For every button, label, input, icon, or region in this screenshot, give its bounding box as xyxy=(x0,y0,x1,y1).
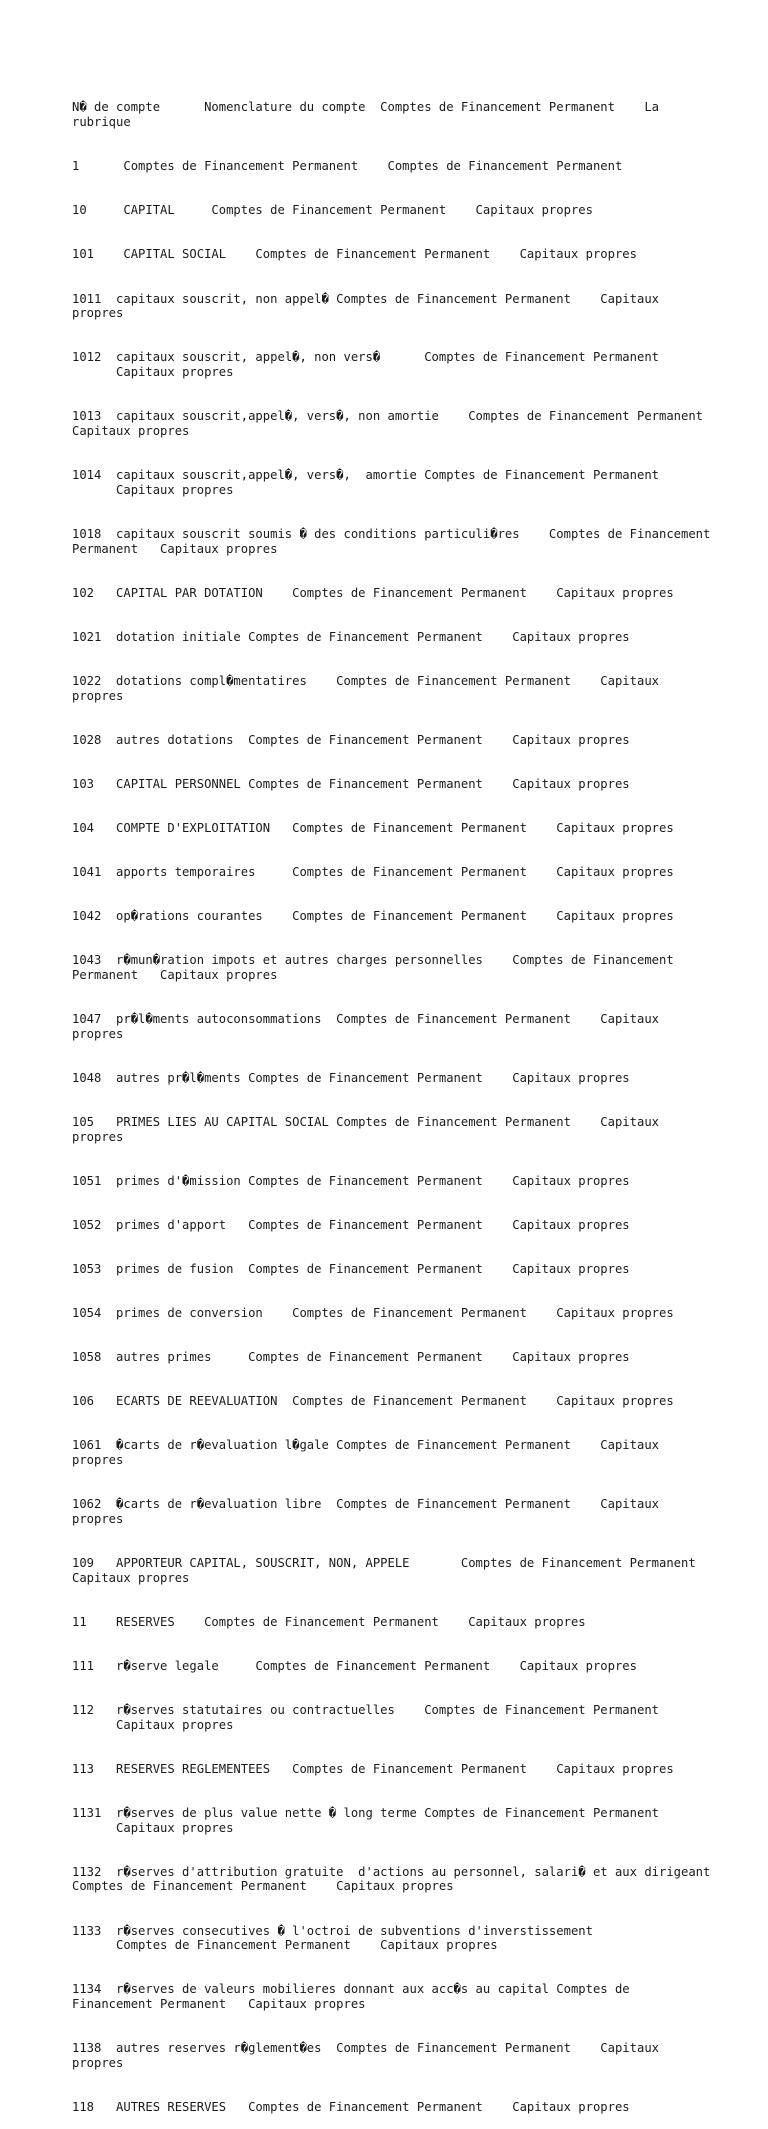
account-line: 118 AUTRES RESERVES Comptes de Financement Permanent Capitaux propres xyxy=(72,2100,630,2115)
account-line: 11 RESERVES Comptes de Financement Permanent Capitaux propres xyxy=(72,1614,586,1629)
account-line: 1041 apports temporaires Comptes de Financement Permanent Capitaux propres xyxy=(72,864,674,879)
account-line: 1138 autres reserves r�glement�es Comptes de Financement Permanent Capitaux propres xyxy=(72,2041,667,2070)
account-line: 111 r�serve legale Comptes de Financement Permanent Capitaux propres xyxy=(72,1658,637,1673)
account-line: 1013 capitaux souscrit,appel�, vers�, non amortie Comptes de Financement Permanent Capitaux propres xyxy=(72,409,726,438)
account-line: 1042 op�rations courantes Comptes de Financement Permanent Capitaux propres xyxy=(72,909,674,924)
account-line: 113 RESERVES REGLEMENTEES Comptes de Financement Permanent Capitaux propres xyxy=(72,1761,674,1776)
account-line: 1051 primes d'�mission Comptes de Financement Permanent Capitaux propres xyxy=(72,1173,630,1188)
account-line: 1047 pr�l�ments autoconsommations Comptes de Financement Permanent Capitaux propres xyxy=(72,1012,667,1041)
account-line: 103 CAPITAL PERSONNEL Comptes de Financement Permanent Capitaux propres xyxy=(72,776,630,791)
account-line: 109 APPORTEUR CAPITAL, SOUSCRIT, NON, APPELE Comptes de Financement Permanent Capitaux propres xyxy=(72,1556,718,1585)
account-line: 1133 r�serves consecutives � l'octroi de subventions d'inverstissement Comptes de Financement Permanent Capitaux propres xyxy=(72,1923,593,1953)
account-line: 10 CAPITAL Comptes de Financement Permanent Capitaux propres xyxy=(72,203,593,218)
account-line: 112 r�serves statutaires ou contractuelles Comptes de Financement Permanent Capitaux propres xyxy=(72,1703,659,1732)
account-line: 1134 r�serves de valeurs mobilieres donnant aux acc�s au capital Comptes de Financement Permanent Capitaux propres xyxy=(72,1982,637,2012)
account-line: 1131 r�serves de plus value nette � long terme Comptes de Financement Permanent Capitaux propres xyxy=(72,1805,659,1835)
account-line: 106 ECARTS DE REEVALUATION Comptes de Financement Permanent Capitaux propres xyxy=(72,1394,674,1409)
account-line: 1011 capitaux souscrit, non appel� Comptes de Financement Permanent Capitaux propres xyxy=(72,291,667,321)
document-body xyxy=(72,71,733,2129)
account-line: 1058 autres primes Comptes de Financement Permanent Capitaux propres xyxy=(72,1350,630,1365)
account-line: 1052 primes d'apport Comptes de Financement Permanent Capitaux propres xyxy=(72,1217,630,1232)
account-line: 1061 �carts de r�evaluation l�gale Comptes de Financement Permanent Capitaux propres xyxy=(72,1438,667,1468)
account-line: 101 CAPITAL SOCIAL Comptes de Financement Permanent Capitaux propres xyxy=(72,247,637,262)
account-line: 105 PRIMES LIES AU CAPITAL SOCIAL Comptes de Financement Permanent Capitaux propres xyxy=(72,1114,667,1144)
account-line: 1132 r�serves d'attribution gratuite d'actions au personnel, salari� et aux dirigeant Comptes de Financement Permanent Capitaux propres xyxy=(72,1864,733,1894)
account-line: 1053 primes de fusion Comptes de Financement Permanent Capitaux propres xyxy=(72,1261,630,1276)
header-line: N� de compte Nomenclature du compte Comptes de Financement Permanent La rubrique xyxy=(72,100,667,130)
account-line: 1048 autres pr�l�ments Comptes de Financement Permanent Capitaux propres xyxy=(72,1070,630,1085)
account-line: 1054 primes de conversion Comptes de Financement Permanent Capitaux propres xyxy=(72,1306,674,1321)
account-line: 1014 capitaux souscrit,appel�, vers�, amortie Comptes de Financement Permanent Capitaux propres xyxy=(72,467,659,497)
account-line: 1021 dotation initiale Comptes de Financement Permanent Capitaux propres xyxy=(72,629,630,644)
account-line: 1043 r�mun�ration impots et autres charges personnelles Comptes de Financement Permanent Capitaux propres xyxy=(72,953,682,982)
account-line: 104 COMPTE D'EXPLOITATION Comptes de Financement Permanent Capitaux propres xyxy=(72,820,674,835)
account-line: 1018 capitaux souscrit soumis � des conditions particuli�res Comptes de Financement Permanent Capitaux propres xyxy=(72,526,718,556)
account-line: 1062 �carts de r�evaluation libre Comptes de Financement Permanent Capitaux propres xyxy=(72,1497,667,1526)
account-line: 1 Comptes de Financement Permanent Comptes de Financement Permanent xyxy=(72,159,623,174)
account-line: 1022 dotations compl�mentatires Comptes de Financement Permanent Capitaux propres xyxy=(72,673,667,703)
account-line: 102 CAPITAL PAR DOTATION Comptes de Financement Permanent Capitaux propres xyxy=(72,585,674,600)
account-line: 1012 capitaux souscrit, appel�, non vers� Comptes de Financement Permanent Capitaux propres xyxy=(72,350,659,380)
account-line: 1028 autres dotations Comptes de Financement Permanent Capitaux propres xyxy=(72,732,630,747)
